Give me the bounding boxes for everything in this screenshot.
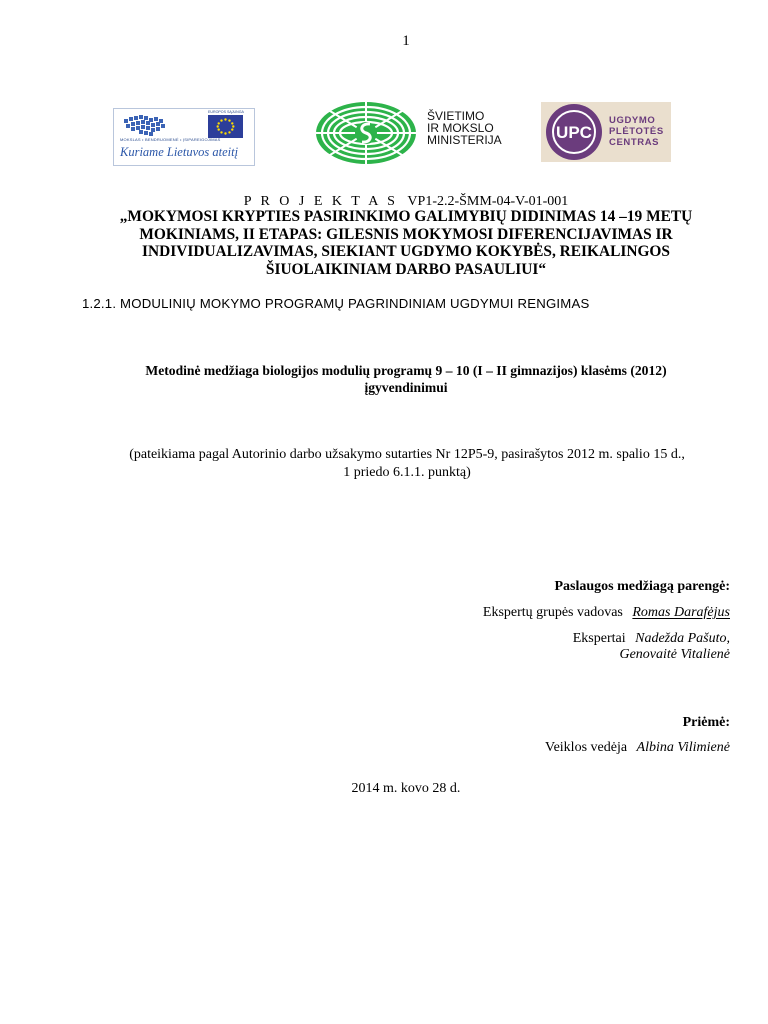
project-title-line2: MOKINIAMS, II ETAPAS: GILESNIS MOKYMOSI DIFERENCIJAVIMAS IR xyxy=(139,225,673,243)
document-date: 2014 m. kovo 28 d. xyxy=(351,781,461,796)
ministry-logo xyxy=(314,100,504,166)
eu-label: EUROPOS SĄJUNGA xyxy=(208,110,244,114)
document-title xyxy=(100,362,712,396)
activity-head-name: Albina Vilimienė xyxy=(636,740,730,755)
esf-logo xyxy=(113,108,255,166)
upc-name-line3: CENTRAS xyxy=(609,137,660,148)
upc-mark: UPC xyxy=(556,123,592,142)
contract-note-line2: 1 priedo 6.1.1. punktą) xyxy=(343,465,471,480)
prepared-heading: Paslaugos medžiagą parengė: xyxy=(554,579,730,594)
accepted-heading: Priėmė: xyxy=(682,715,730,730)
project-title-line1: „MOKYMOSI KRYPTIES PASIRINKIMO GALIMYBIŲ DIDINIMAS 14 –19 METŲ xyxy=(119,208,693,225)
program-heading: 1.2.1. MODULINIŲ MOKYMO PROGRAMŲ PAGRINDINIAM UGDYMUI RENGIMAS xyxy=(82,296,590,311)
page-number: 1 xyxy=(402,33,410,49)
group-leader-label: Ekspertų grupės vadovas xyxy=(482,605,623,620)
esf-slogan: Kuriame Lietuvos ateitį xyxy=(120,145,239,159)
project-title-line4: ŠIUOLAIKINIAM DARBO PASAULIUI“ xyxy=(265,260,547,278)
lithuania-map-icon xyxy=(122,113,178,139)
upc-name-line1: UGDYMO xyxy=(609,115,656,126)
contract-note-line1: (pateikiama pagal Autorinio darbo užsakymo sutarties Nr 12P5-9, pasirašytos 2012 m. spalio 15 d., xyxy=(129,447,685,462)
upc-circle-icon xyxy=(543,102,605,162)
project-title xyxy=(106,208,706,278)
ministry-emblem-icon xyxy=(314,100,418,166)
document-title-line2: įgyvendinimui xyxy=(364,380,448,395)
activity-head-line xyxy=(545,740,730,756)
group-leader-name: Romas Darafėjus xyxy=(632,605,730,620)
ministry-name xyxy=(427,110,502,146)
upc-name-line2: PLĖTOTĖS xyxy=(609,126,664,137)
contract-note xyxy=(90,446,724,482)
esf-motto: MOKSLAS • BENDRUOMENĖ • ĮSIPAREIGOJIMAS xyxy=(120,137,221,142)
project-title-line3: INDIVIDUALIZAVIMAS, SIEKIANT UGDYMO KOKYBĖS, REIKALINGOS xyxy=(142,243,670,260)
group-leader-line xyxy=(483,605,730,621)
ministry-name-line3: MINISTERIJA xyxy=(427,133,502,147)
eu-flag-icon xyxy=(208,115,243,138)
upc-logo xyxy=(541,102,671,162)
document-title-line1: Metodinė medžiaga biologijos modulių programų 9 – 10 (I – II gimnazijos) klasėms (2012) xyxy=(145,363,667,378)
expert-name-1: Nadežda Pašuto, xyxy=(635,631,730,646)
experts-line xyxy=(573,631,730,647)
project-code: VP1-2.2-ŠMM-04-V-01-001 xyxy=(407,194,569,209)
project-label: P R O J E K T A S xyxy=(243,194,398,209)
upc-name xyxy=(609,115,664,148)
ministry-name-line1: ŠVIETIMO xyxy=(427,109,485,123)
ministry-name-line2: IR MOKSLO xyxy=(427,121,494,135)
activity-head-label: Veiklos vedėja xyxy=(545,740,628,755)
experts-label: Ekspertai xyxy=(572,631,626,646)
expert-name-2: Genovaitė Vitalienė xyxy=(619,647,730,662)
